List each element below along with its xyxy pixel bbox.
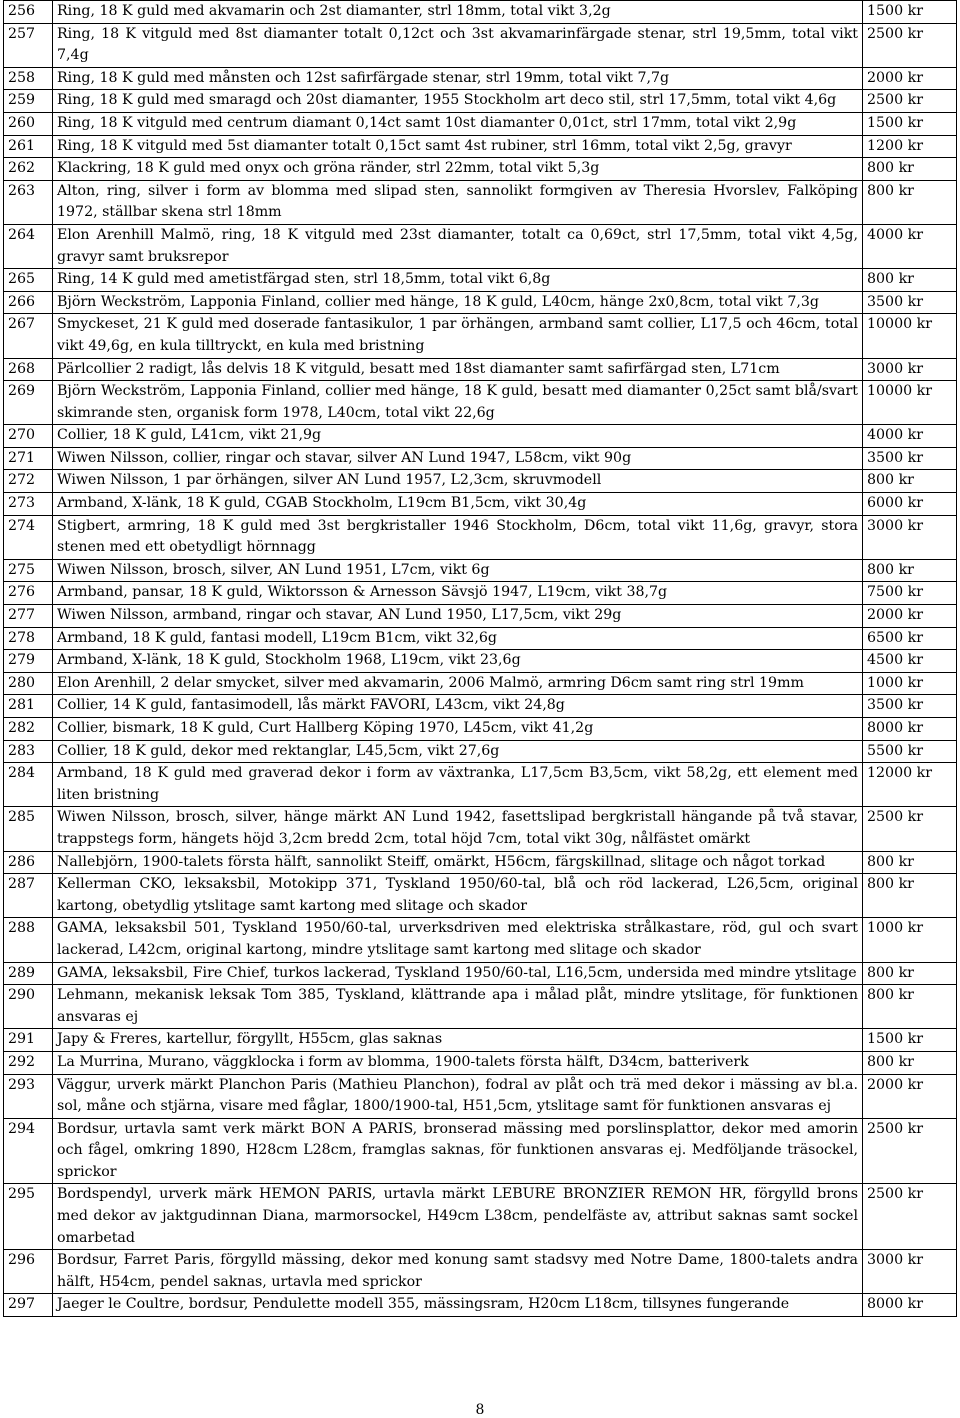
lot-number: 295 [4,1184,53,1250]
table-row [4,135,957,158]
table-row [4,672,957,695]
lot-number: 296 [4,1250,53,1294]
table-row [4,874,957,918]
table-row [4,291,957,314]
lot-price: 2000 kr [863,1074,957,1118]
catalog-sheet [3,0,957,1317]
lot-price: 3000 kr [863,1250,957,1294]
table-row [4,650,957,673]
lot-number: 273 [4,493,53,516]
lot-price: 4500 kr [863,650,957,673]
lot-price: 5500 kr [863,740,957,763]
lot-price: 2500 kr [863,1118,957,1184]
lot-description: Collier, 18 K guld, L41cm, vikt 21,9g [53,425,863,448]
lot-number: 293 [4,1074,53,1118]
lot-description: Smyckeset, 21 K guld med doserade fantasikulor, 1 par örhängen, armband samt collier, L17,5 och 46cm, total vikt 49,6g, en kula tilltryckt, en kula med bristning [53,314,863,358]
lot-description: Alton, ring, silver i form av blomma med slipad sten, sannolikt formgiven av Theresia Hvorslev, Falköping 1972, ställbar skena strl 18mm [53,180,863,224]
table-row [4,493,957,516]
lot-price: 3500 kr [863,291,957,314]
lot-description: Lehmann, mekanisk leksak Tom 385, Tyskland, klättrande apa i målad plåt, mindre ytslitage, för funktionen ansvaras ej [53,985,863,1029]
table-row [4,1250,957,1294]
lot-description: Wiwen Nilsson, 1 par örhängen, silver AN Lund 1957, L2,3cm, skruvmodell [53,470,863,493]
lot-number: 280 [4,672,53,695]
lot-price: 800 kr [863,962,957,985]
lot-number: 270 [4,425,53,448]
lot-description: Elon Arenhill, 2 delar smycket, silver med akvamarin, 2006 Malmö, armring D6cm samt ring strl 19mm [53,672,863,695]
table-row [4,763,957,807]
page-number: 8 [475,1402,485,1418]
lot-number: 283 [4,740,53,763]
lot-number: 278 [4,627,53,650]
lot-price: 800 kr [863,851,957,874]
table-row [4,23,957,67]
table-row [4,985,957,1029]
lot-number: 288 [4,918,53,962]
lot-description: Armband, pansar, 18 K guld, Wiktorsson & Arnesson Sävsjö 1947, L19cm, vikt 38,7g [53,582,863,605]
table-row [4,67,957,90]
lot-price: 3000 kr [863,515,957,559]
lot-number: 277 [4,605,53,628]
lot-description: Collier, 18 K guld, dekor med rektanglar, L45,5cm, vikt 27,6g [53,740,863,763]
lot-price: 6000 kr [863,493,957,516]
lot-description: Ring, 18 K vitguld med centrum diamant 0,14ct samt 10st diamanter 0,01ct, strl 17mm, total vikt 2,9g [53,112,863,135]
lot-number: 291 [4,1029,53,1052]
lot-description: Ring, 18 K guld med månsten och 12st safirfärgade stenar, strl 19mm, total vikt 7,7g [53,67,863,90]
lot-number: 286 [4,851,53,874]
lot-number: 275 [4,559,53,582]
lot-description: Ring, 18 K vitguld med 5st diamanter totalt 0,15ct samt 4st rubiner, strl 16mm, total vikt 2,5g, gravyr [53,135,863,158]
lot-price: 800 kr [863,559,957,582]
lot-description: Collier, bismark, 18 K guld, Curt Hallberg Köping 1970, L45cm, vikt 41,2g [53,718,863,741]
lot-number: 292 [4,1051,53,1074]
lot-description: Klackring, 18 K guld med onyx och gröna ränder, strl 22mm, total vikt 5,3g [53,158,863,181]
table-row [4,112,957,135]
table-row [4,605,957,628]
lot-number: 272 [4,470,53,493]
table-row [4,224,957,268]
lot-description: Bordspendyl, urverk märk HEMON PARIS, urtavla märkt LEBURE BRONZIER REMON HR, förgylld brons med dekor av jaktgudinnan Diana, marmorsockel, H49cm L38cm, pendelfäste av, attribut saknas samt sockel omarbetad [53,1184,863,1250]
lot-number: 264 [4,224,53,268]
lot-description: Armband, X-länk, 18 K guld, Stockholm 1968, L19cm, vikt 23,6g [53,650,863,673]
lot-price: 800 kr [863,470,957,493]
table-row [4,962,957,985]
lot-price: 8000 kr [863,718,957,741]
lot-price: 10000 kr [863,381,957,425]
table-row [4,718,957,741]
lot-price: 4000 kr [863,425,957,448]
lot-price: 2500 kr [863,807,957,851]
lot-number: 261 [4,135,53,158]
lot-number: 259 [4,90,53,113]
lot-number: 256 [4,1,53,24]
lot-number: 285 [4,807,53,851]
lot-number: 289 [4,962,53,985]
table-row [4,1029,957,1052]
lot-price: 1500 kr [863,1,957,24]
lot-price: 800 kr [863,269,957,292]
lot-price: 3500 kr [863,447,957,470]
lot-number: 263 [4,180,53,224]
lot-description: Björn Weckström, Lapponia Finland, collier med hänge, 18 K guld, besatt med diamanter 0,25ct samt blå/svart skimrande sten, organisk form 1978, L40cm, total vikt 22,6g [53,381,863,425]
lot-price: 1000 kr [863,672,957,695]
lot-description: Wiwen Nilsson, brosch, silver, hänge märkt AN Lund 1942, fasettslipad bergkristall hängande på två stavar, trappstegs form, hängets höjd 3,2cm bredd 2cm, total höjd 7cm, total vikt 30g, nålfästet omärkt [53,807,863,851]
lot-price: 2500 kr [863,23,957,67]
lot-description: Jaeger le Coultre, bordsur, Pendulette modell 355, mässingsram, H20cm L18cm, tillsynes fungerande [53,1294,863,1317]
lot-description: Wiwen Nilsson, brosch, silver, AN Lund 1951, L7cm, vikt 6g [53,559,863,582]
lot-price: 1200 kr [863,135,957,158]
lot-description: Collier, 14 K guld, fantasimodell, lås märkt FAVORI, L43cm, vikt 24,8g [53,695,863,718]
lot-description: Armband, 18 K guld, fantasi modell, L19cm B1cm, vikt 32,6g [53,627,863,650]
lot-price: 800 kr [863,158,957,181]
table-row [4,269,957,292]
lot-price: 8000 kr [863,1294,957,1317]
lot-description: Wiwen Nilsson, armband, ringar och stavar, AN Lund 1950, L17,5cm, vikt 29g [53,605,863,628]
table-row [4,358,957,381]
lot-number: 290 [4,985,53,1029]
lot-number: 271 [4,447,53,470]
table-row [4,918,957,962]
table-row [4,851,957,874]
lot-description: Wiwen Nilsson, collier, ringar och stavar, silver AN Lund 1947, L58cm, vikt 90g [53,447,863,470]
table-row [4,740,957,763]
lot-number: 294 [4,1118,53,1184]
lot-number: 269 [4,381,53,425]
lot-number: 257 [4,23,53,67]
lot-number: 281 [4,695,53,718]
lot-number: 297 [4,1294,53,1317]
lot-description: Ring, 18 K guld med smaragd och 20st diamanter, 1955 Stockholm art deco stil, strl 17,5mm, total vikt 4,6g [53,90,863,113]
catalog-table [3,0,957,1317]
lot-price: 800 kr [863,1051,957,1074]
lot-price: 2500 kr [863,1184,957,1250]
lot-price: 800 kr [863,180,957,224]
lot-description: Bordsur, Farret Paris, förgylld mässing, dekor med konung samt stadsvy med Notre Dame, 1800-talets andra hälft, H54cm, pendel saknas, urtavla med sprickor [53,1250,863,1294]
lot-price: 7500 kr [863,582,957,605]
lot-description: GAMA, leksaksbil, Fire Chief, turkos lackerad, Tyskland 1950/60-tal, L16,5cm, undersida med mindre ytslitage [53,962,863,985]
lot-description: Bordsur, urtavla samt verk märkt BON A PARIS, bronserad mässing med porslinsplattor, dekor med amorin och fågel, omkring 1890, H28cm L28cm, framglas saknas, för funktionen ansvaras ej. Medföljande träsockel, sprickor [53,1118,863,1184]
table-row [4,314,957,358]
lot-description: Väggur, urverk märkt Planchon Paris (Mathieu Planchon), fodral av plåt och trä med dekor i mässing av bl.a. sol, måne och stjärna, visare med fåglar, 1800/1900-tal, H51,5cm, ytslitage samt för funktionen ansvaras ej [53,1074,863,1118]
lot-price: 1500 kr [863,1029,957,1052]
lot-number: 258 [4,67,53,90]
table-row [4,515,957,559]
lot-price: 12000 kr [863,763,957,807]
table-row [4,425,957,448]
lot-price: 3500 kr [863,695,957,718]
table-row [4,1118,957,1184]
table-row [4,1074,957,1118]
table-row [4,1184,957,1250]
lot-price: 3000 kr [863,358,957,381]
lot-description: Björn Weckström, Lapponia Finland, collier med hänge, 18 K guld, L40cm, hänge 2x0,8cm, total vikt 7,3g [53,291,863,314]
lot-description: Nallebjörn, 1900-talets första hälft, sannolikt Steiff, omärkt, H56cm, färgskillnad, slitage och något torkad [53,851,863,874]
lot-description: Elon Arenhill Malmö, ring, 18 K vitguld med 23st diamanter, totalt ca 0,69ct, strl 17,5mm, total vikt 4,5g, gravyr samt bruksrepor [53,224,863,268]
table-row [4,559,957,582]
lot-number: 274 [4,515,53,559]
lot-price: 800 kr [863,874,957,918]
table-row [4,470,957,493]
lot-description: Ring, 18 K guld med akvamarin och 2st diamanter, strl 18mm, total vikt 3,2g [53,1,863,24]
lot-description: Kellerman CKO, leksaksbil, Motokipp 371, Tyskland 1950/60-tal, blå och röd lackerad, L26,5cm, original kartong, obetydlig ytslitage samt kartong med slitage och skador [53,874,863,918]
lot-number: 284 [4,763,53,807]
table-row [4,180,957,224]
lot-description: Stigbert, armring, 18 K guld med 3st bergkristaller 1946 Stockholm, D6cm, total vikt 11,6g, gravyr, stora stenen med ett obetydligt hörnnagg [53,515,863,559]
lot-price: 2500 kr [863,90,957,113]
lot-price: 6500 kr [863,627,957,650]
lot-price: 2000 kr [863,67,957,90]
lot-price: 2000 kr [863,605,957,628]
table-row [4,1051,957,1074]
lot-price: 10000 kr [863,314,957,358]
table-row [4,695,957,718]
table-row [4,1,957,24]
lot-number: 282 [4,718,53,741]
table-row [4,381,957,425]
lot-number: 260 [4,112,53,135]
lot-number: 279 [4,650,53,673]
table-row [4,582,957,605]
lot-price: 800 kr [863,985,957,1029]
lot-description: GAMA, leksaksbil 501, Tyskland 1950/60-tal, urverksdriven med elektriska strålkastare, röd, gul och svart lackerad, L42cm, original kartong, mindre ytslitage samt kartong med slitage och skador [53,918,863,962]
lot-number: 265 [4,269,53,292]
lot-description: Ring, 18 K vitguld med 8st diamanter totalt 0,12ct och 3st akvamarinfärgade stenar, strl 19,5mm, total vikt 7,4g [53,23,863,67]
table-row [4,158,957,181]
lot-price: 1000 kr [863,918,957,962]
lot-number: 276 [4,582,53,605]
lot-number: 262 [4,158,53,181]
lot-number: 267 [4,314,53,358]
catalog-body [4,1,957,1317]
lot-number: 266 [4,291,53,314]
lot-price: 4000 kr [863,224,957,268]
table-row [4,90,957,113]
table-row [4,807,957,851]
lot-description: Pärlcollier 2 radigt, lås delvis 18 K vitguld, besatt med 18st diamanter samt safirfärgad sten, L71cm [53,358,863,381]
lot-description: Ring, 14 K guld med ametistfärgad sten, strl 18,5mm, total vikt 6,8g [53,269,863,292]
table-row [4,627,957,650]
lot-price: 1500 kr [863,112,957,135]
lot-description: Japy & Freres, kartellur, förgyllt, H55cm, glas saknas [53,1029,863,1052]
lot-number: 268 [4,358,53,381]
lot-description: La Murrina, Murano, väggklocka i form av blomma, 1900-talets första hälft, D34cm, batteriverk [53,1051,863,1074]
lot-number: 287 [4,874,53,918]
lot-description: Armband, X-länk, 18 K guld, CGAB Stockholm, L19cm B1,5cm, vikt 30,4g [53,493,863,516]
lot-description: Armband, 18 K guld med graverad dekor i form av växtranka, L17,5cm B3,5cm, vikt 58,2g, ett element med liten bristning [53,763,863,807]
table-row [4,447,957,470]
table-row [4,1294,957,1317]
